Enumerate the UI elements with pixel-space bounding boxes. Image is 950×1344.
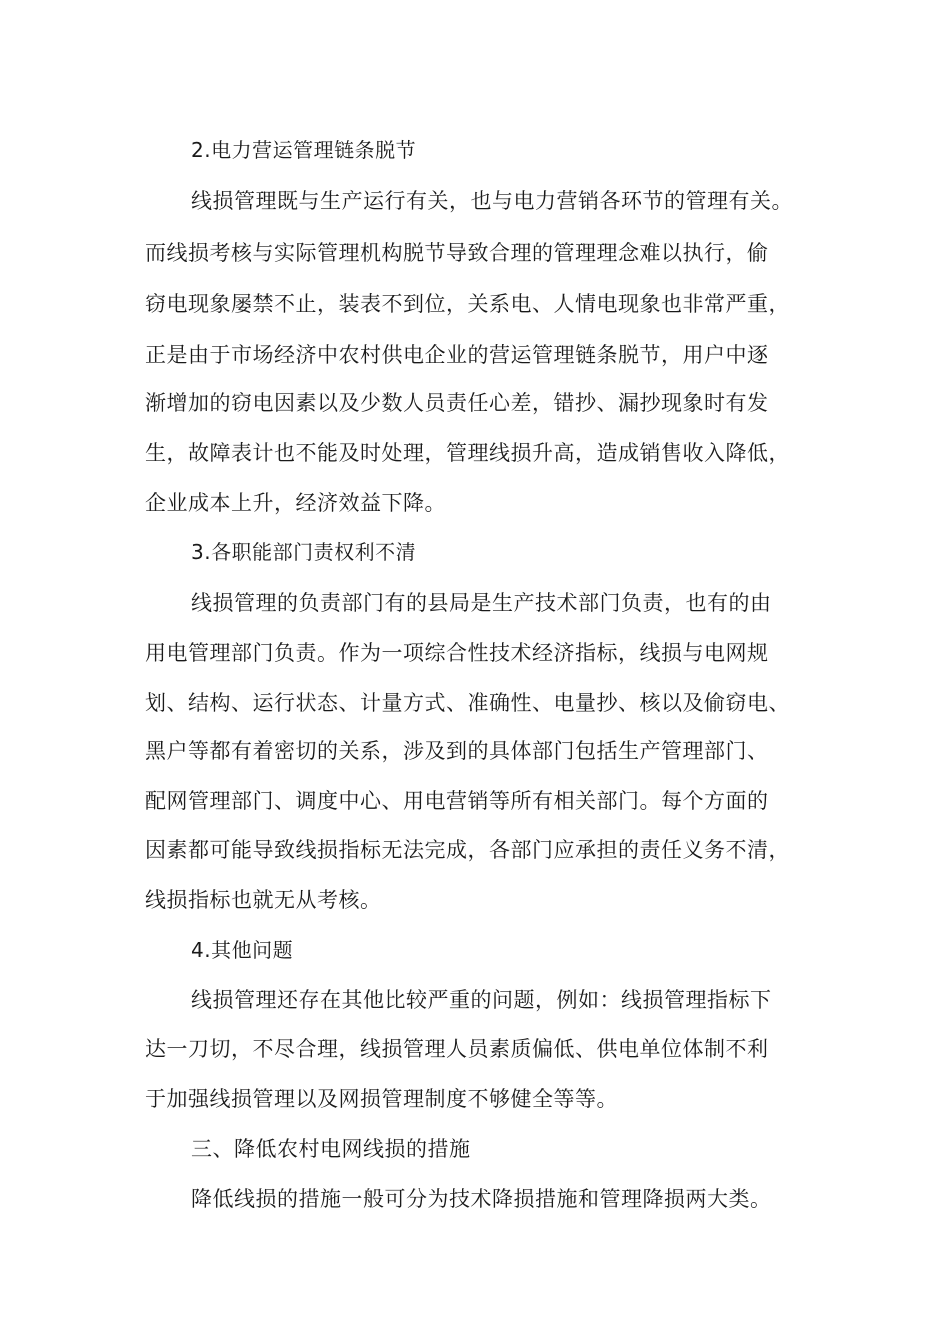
paragraph-line: 线损管理既与生产运行有关，也与电力营销各环节的管理有关。	[191, 189, 793, 213]
paragraph-line: 而线损考核与实际管理机构脱节导致合理的管理理念难以执行，偷	[145, 241, 769, 265]
section-heading-3: 3.各职能部门责权利不清	[191, 540, 417, 564]
paragraph-line: 降低线损的措施一般可分为技术降损措施和管理降损两大类。	[191, 1187, 772, 1211]
paragraph-line: 用电管理部门负责。作为一项综合性技术经济指标，线损与电网规	[145, 641, 769, 665]
paragraph-line: 因素都可能导致线损指标无法完成，各部门应承担的责任义务不清，	[145, 838, 790, 862]
paragraph-line: 线损指标也就无从考核。	[145, 888, 382, 912]
section-heading-measures: 三、降低农村电网线损的措施	[191, 1137, 471, 1161]
paragraph-line: 划、结构、运行状态、计量方式、准确性、电量抄、核以及偷窃电、	[145, 691, 790, 715]
paragraph-line: 正是由于市场经济中农村供电企业的营运管理链条脱节，用户中逐	[145, 343, 769, 367]
paragraph-line: 线损管理还存在其他比较严重的问题，例如：线损管理指标下	[191, 988, 772, 1012]
paragraph-line: 企业成本上升，经济效益下降。	[145, 491, 446, 515]
paragraph-line: 于加强线损管理以及网损管理制度不够健全等等。	[145, 1087, 618, 1111]
paragraph-line: 窃电现象屡禁不止，装表不到位，关系电、人情电现象也非常严重，	[145, 292, 790, 316]
paragraph-line: 达一刀切，不尽合理，线损管理人员素质偏低、供电单位体制不利	[145, 1037, 769, 1061]
section-heading-2: 2.电力营运管理链条脱节	[191, 138, 417, 162]
paragraph-line: 配网管理部门、调度中心、用电营销等所有相关部门。每个方面的	[145, 789, 769, 813]
section-heading-4: 4.其他问题	[191, 938, 294, 962]
paragraph-line: 渐增加的窃电因素以及少数人员责任心差，错抄、漏抄现象时有发	[145, 391, 769, 415]
paragraph-line: 生，故障表计也不能及时处理，管理线损升高，造成销售收入降低，	[145, 441, 790, 465]
paragraph-line: 黑户等都有着密切的关系，涉及到的具体部门包括生产管理部门、	[145, 739, 769, 763]
paragraph-line: 线损管理的负责部门有的县局是生产技术部门负责，也有的由	[191, 591, 772, 615]
